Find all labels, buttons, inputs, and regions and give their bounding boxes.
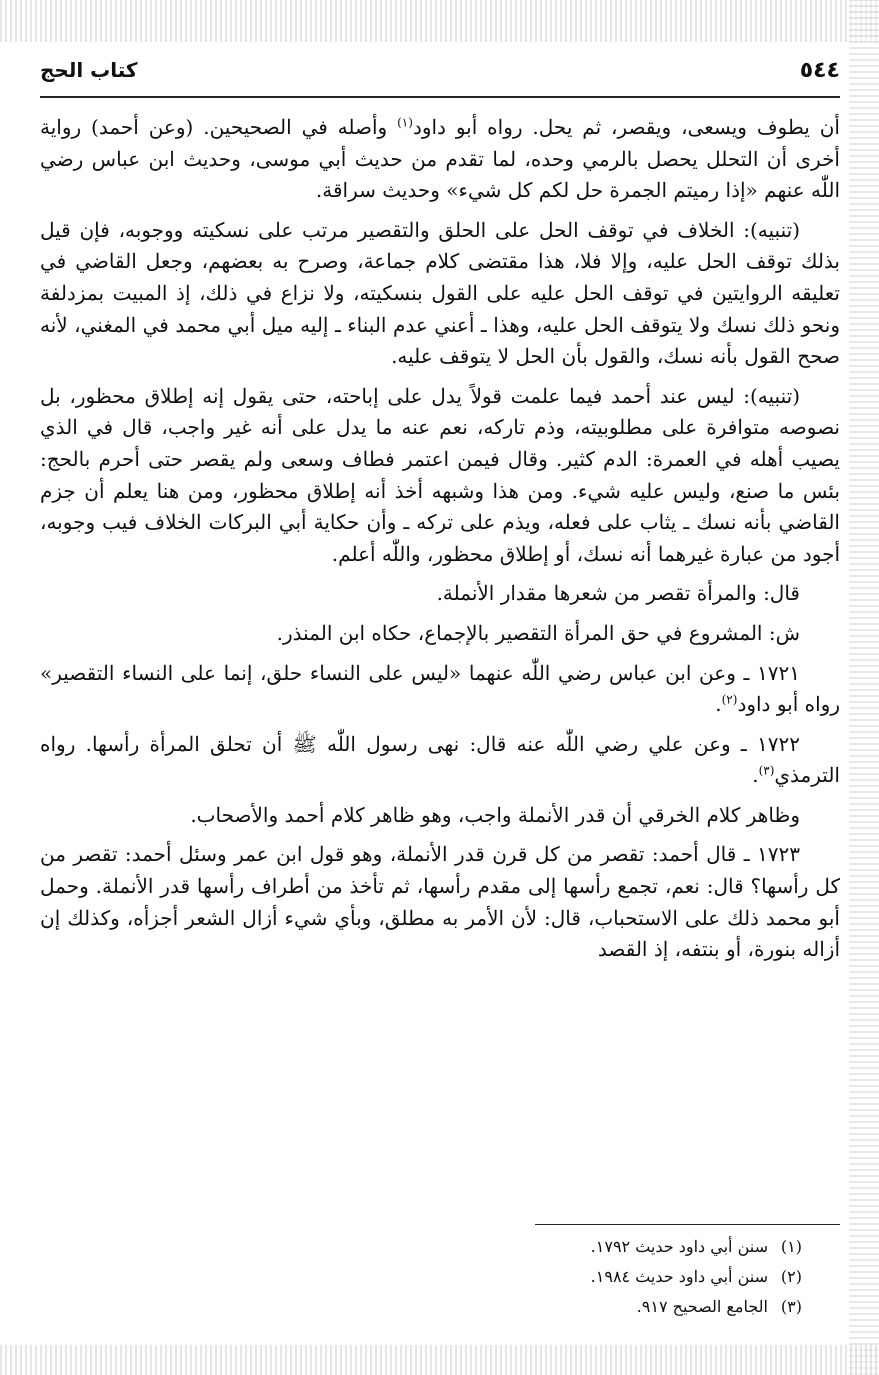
- footnote-2: [40, 1262, 840, 1292]
- page-number: ٥٤٤: [799, 58, 840, 83]
- decorative-border-right: [849, 0, 879, 1375]
- footnote-rule: [535, 1224, 840, 1225]
- paragraph-1: [40, 112, 840, 207]
- paragraph-9: ١٧٢٣ ـ قال أحمد: تقصر من كل قرن قدر الأنملة، وهو قول ابن عمر وسئل أحمد: تقصر من كل رأسها؟ قال: نعم، تجمع رأسها إلى مقدم رأسها، ثم تأخذ من أطراف رأسها قدر الأنملة. وحمل أبو محمد ذلك على الاستحباب، قال: لأن الأمر به مطلق، وبأي شيء أزال الشعر أجزأه، وكذلك إن أزاله بنورة، أو بنتفه، إذ القصد: [40, 842, 840, 962]
- footnote-3-text: الجامع الصحيح ٩١٧.: [636, 1297, 768, 1316]
- decorative-border-bottom: [0, 1345, 879, 1375]
- footnote-1: [40, 1232, 840, 1262]
- header-rule: [40, 96, 840, 98]
- paragraph-6: [40, 658, 840, 721]
- page-header: [40, 52, 840, 96]
- footnote-1-text: سنن أبي داود حديث ١٧٩٢.: [590, 1237, 768, 1256]
- footnote-2-text: سنن أبي داود حديث ١٩٨٤.: [590, 1267, 768, 1286]
- paragraph-6-text: ١٧٢١ ـ وعن ابن عباس رضي اللّٰه عنهما «ليس على النساء حلق، إنما على النساء التقصير» رواه أبو داود: [40, 660, 840, 717]
- paragraph-7-text: ١٧٢٢ ـ وعن علي رضي اللّٰه عنه قال: نهى رسول اللّٰه ﷺ أن تحلق المرأة رأسها. رواه الترمذي: [40, 731, 840, 788]
- paragraph-5: ش: المشروع في حق المرأة التقصير بالإجماع، حكاه ابن المنذر.: [276, 620, 800, 645]
- footnote-1-number: (١): [780, 1237, 802, 1256]
- footnote-ref-3: (٣): [758, 763, 775, 778]
- footnote-3: [40, 1292, 840, 1322]
- book-title: كتاب الحج: [40, 58, 138, 82]
- paragraph-1-rest: وأصله في الصحيحين. (وعن أحمد) رواية أخرى أن التحلل يحصل بالرمي وحده، لما تقدم من حديث أبي موسى، وحديث ابن عباس رضي اللّٰه عنهم «إذا رميتم الجمرة حل لكم كل شيء» وحديث سراقة.: [40, 115, 840, 203]
- paragraph-8: وظاهر كلام الخرقي أن قدر الأنملة واجب، وهو ظاهر كلام أحمد والأصحاب.: [190, 802, 800, 827]
- footnote-ref-1: (١): [397, 115, 413, 130]
- footnote-2-number: (٢): [780, 1267, 802, 1286]
- paragraph-6-end: .: [715, 692, 722, 717]
- footnote-ref-2: (٢): [721, 692, 738, 707]
- footnote-3-number: (٣): [780, 1297, 802, 1316]
- paragraph-1-text: أن يطوف ويسعى، ويقصر، ثم يحل. رواه أبو داود: [412, 115, 840, 139]
- paragraph-7: [40, 729, 840, 792]
- paragraph-4: قال: والمرأة تقصر من شعرها مقدار الأنملة.: [436, 581, 800, 606]
- paragraph-7-end: .: [752, 763, 759, 788]
- main-text: [40, 112, 840, 974]
- paragraph-2: (تنبيه): الخلاف في توقف الحل على الحلق والتقصير مرتب على نسكيته ووجوبه، فإن قيل بذلك توقف الحل عليه، وإلا فلا، هذا مقتضى كلام جماعة، وصرح به بعضهم، وجعل القاضي في تعليقه الروايتين في توقف الحل عليه على القول بنسكيته، ولا نزاع في ذلك، إذ المبيت بمزدلفة ونحو ذلك نسك ولا يتوقف الحل عليه، وهذا ـ أعني عدم البناء ـ إليه ميل أبي محمد في المغني، لأنه صحح القول بأنه نسك، والقول بأن الحل لا يتوقف عليه.: [40, 217, 840, 369]
- decorative-border-top: [0, 0, 879, 42]
- paragraph-3: (تنبيه): ليس عند أحمد فيما علمت قولاً يدل على إباحته، حتى يقول إنه إطلاق محظور، بل نصوصه متوافرة على مطلوبيته، وذم تاركه، نعم عنه ما يدل على أنه غير واجب، قال في الذي يصيب أهله في العمرة: الدم كثير. وقال فيمن اعتمر فطاف وسعى ولم يقصر حتى أحرم بالحج: بئس ما صنع، وليس عليه شيء. ومن هذا وشبهه أخذ أنه إطلاق محظور، ومن هنا يعلم أن جزم القاضي بأنه نسك ـ يثاب على فعله، ويذم على تركه ـ وأن حكاية أبي البركات الخلاف فيب وجوبه، أجود من عبارة غيرهما أنه نسك، أو إطلاق محظور، واللّٰه أعلم.: [40, 383, 840, 566]
- footnotes: [40, 1232, 840, 1322]
